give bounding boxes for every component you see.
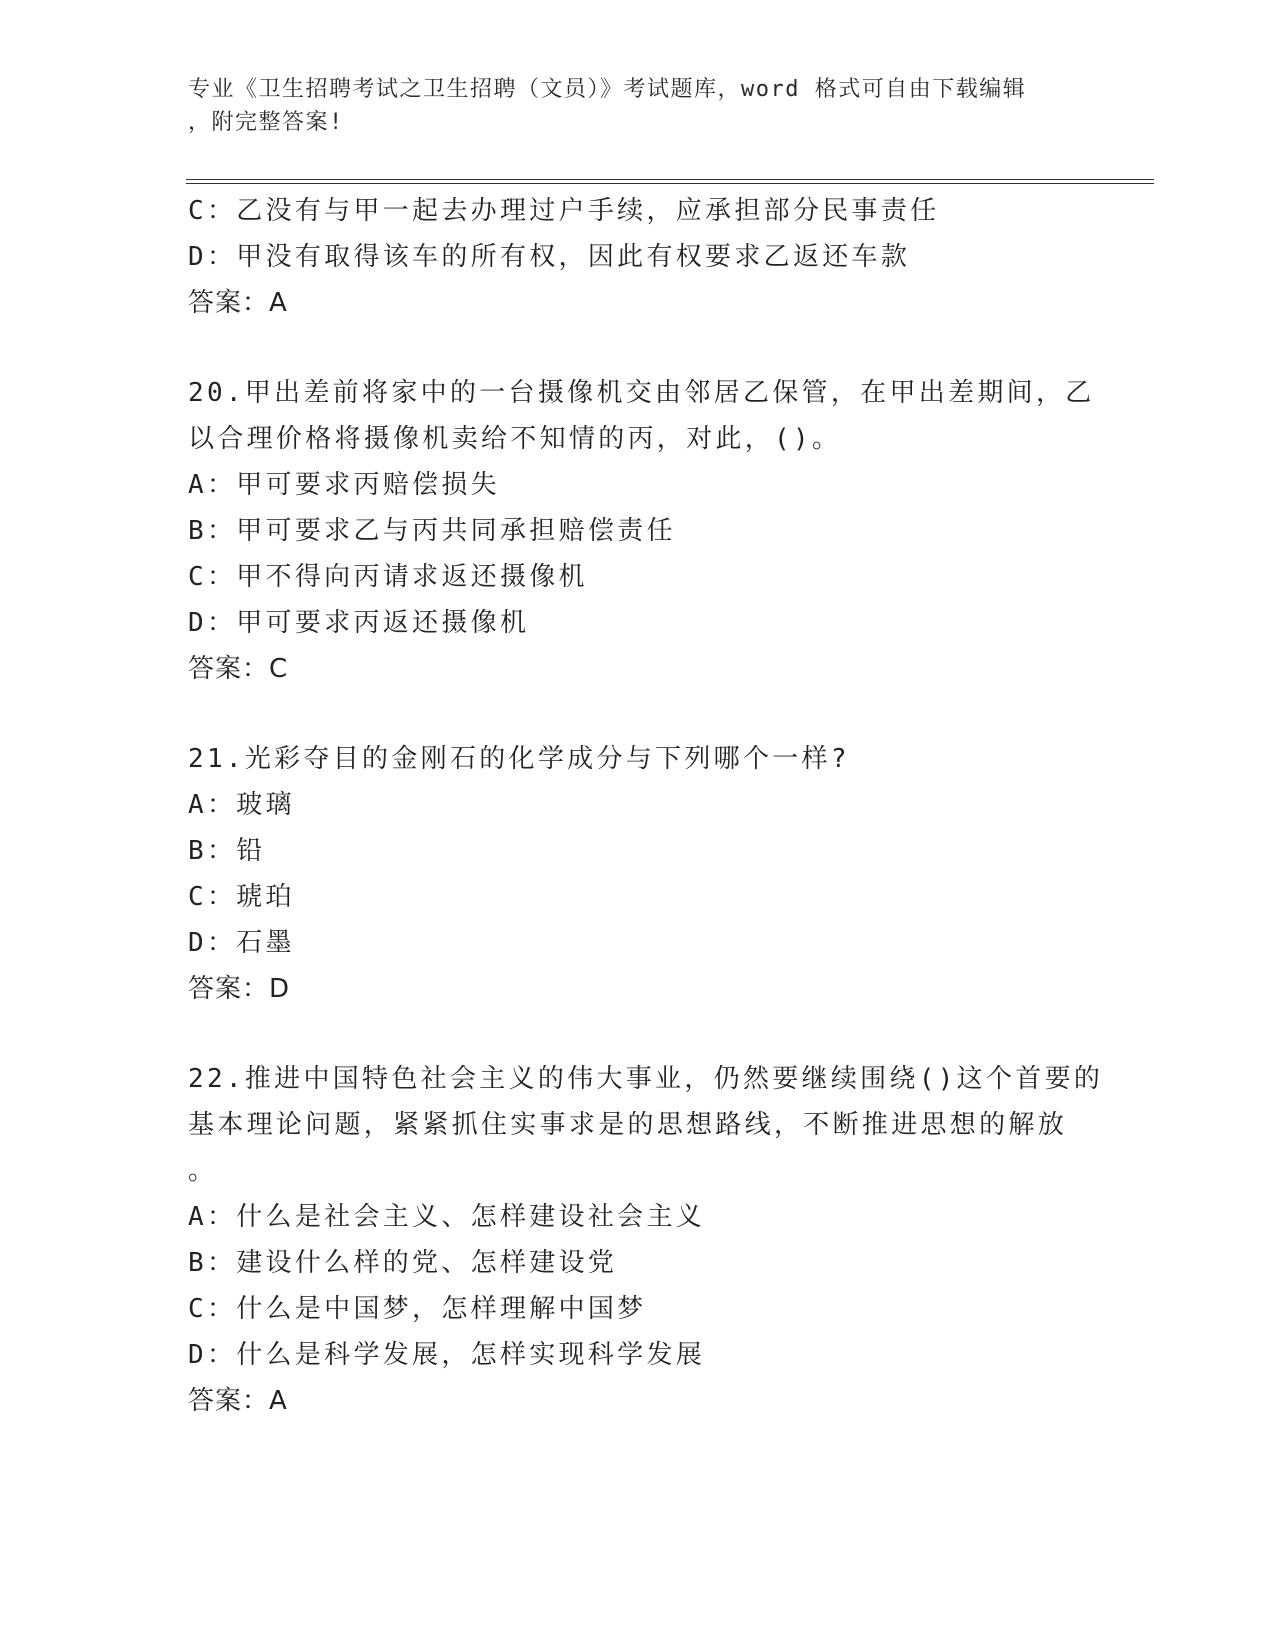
- option-b: B：建设什么样的党、怎样建设党: [188, 1248, 618, 1278]
- option-d: D：什么是科学发展，怎样实现科学发展: [188, 1340, 706, 1370]
- option-c: C：什么是中国梦，怎样理解中国梦: [188, 1294, 647, 1324]
- option-d: D：石墨: [188, 928, 295, 958]
- spacer: [188, 1012, 1088, 1056]
- option-d: D：甲没有取得该车的所有权，因此有权要求乙返还车款: [188, 242, 911, 272]
- question-list: [188, 188, 1104, 1424]
- answer-line: 答案：D: [188, 974, 291, 1004]
- option-c: C：乙没有与甲一起去办理过户手续，应承担部分民事责任: [188, 196, 940, 226]
- answer-line: 答案：C: [188, 654, 289, 684]
- header-divider-top: [186, 179, 1154, 180]
- previous-question-tail: [188, 188, 1088, 326]
- spacer: [188, 326, 1088, 370]
- question-stem: 21.光彩夺目的金刚石的化学成分与下列哪个一样?: [188, 744, 850, 774]
- answer-line: 答案：A: [188, 288, 288, 318]
- header-divider-bottom: [186, 183, 1154, 184]
- header-line-2: ，附完整答案!: [188, 110, 344, 135]
- option-a: A：甲可要求丙赔偿损失: [188, 470, 500, 500]
- question-stem: 以合理价格将摄像机卖给不知情的丙，对此，()。: [188, 424, 842, 454]
- answer-line: 答案：A: [188, 1386, 288, 1416]
- question-stem: 20.甲出差前将家中的一台摄像机交由邻居乙保管，在甲出差期间，乙: [188, 378, 1095, 408]
- option-b: B：甲可要求乙与丙共同承担赔偿责任: [188, 516, 676, 546]
- option-d: D：甲可要求丙返还摄像机: [188, 608, 530, 638]
- question-stem: 22.推进中国特色社会主义的伟大事业，仍然要继续围绕()这个首要的: [188, 1064, 1104, 1094]
- question-stem: 。: [188, 1156, 218, 1186]
- spacer: [188, 692, 1088, 736]
- option-c: C：甲不得向丙请求返还摄像机: [188, 562, 588, 592]
- document-header: [188, 73, 1068, 139]
- option-b: B：铅: [188, 836, 266, 866]
- question-21: [188, 736, 1088, 1012]
- question-stem: 基本理论问题，紧紧抓住实事求是的思想路线，不断推进思想的解放: [188, 1110, 1068, 1140]
- option-a: A：玻璃: [188, 790, 295, 820]
- header-line-1: 专业《卫生招聘考试之卫生招聘（文员）》考试题库，word 格式可自由下载编辑: [188, 77, 1027, 102]
- question-20: [188, 370, 1095, 692]
- question-22: [188, 1056, 1104, 1424]
- option-c: C：琥珀: [188, 882, 295, 912]
- option-a: A：什么是社会主义、怎样建设社会主义: [188, 1202, 706, 1232]
